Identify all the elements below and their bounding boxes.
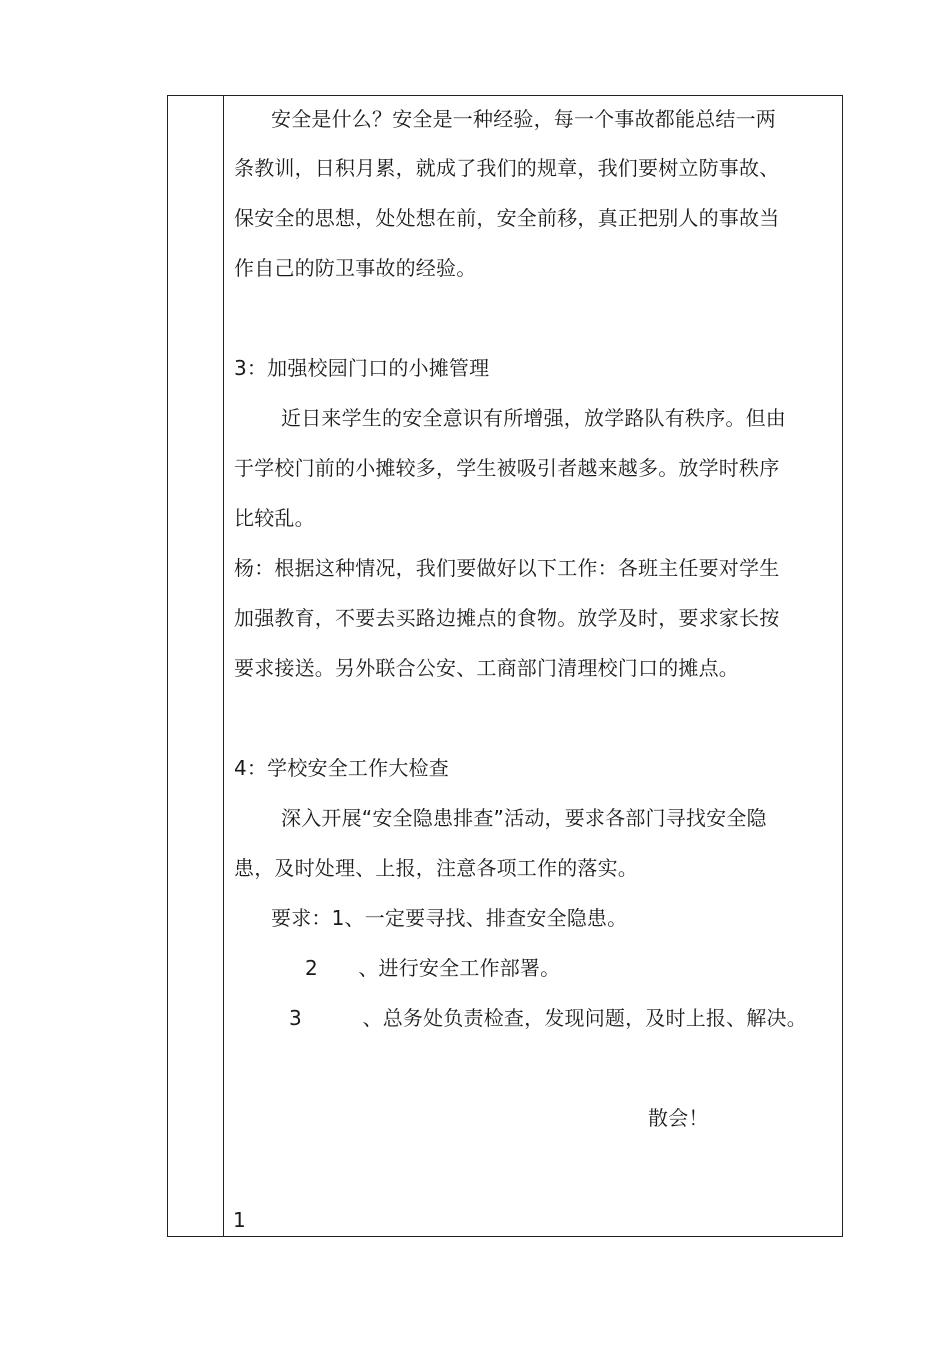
- paragraph-line: 安全是什么？安全是一种经验，每一个事故都能总结一两: [271, 107, 776, 131]
- requirement-line: 要求：1、一定要寻找、排查安全隐患。: [271, 906, 628, 930]
- paragraph-line: 作自己的防卫事故的经验。: [234, 256, 477, 280]
- requirement-line: 2 、进行安全工作部署。: [305, 956, 561, 980]
- paragraph-line: 杨：根据这种情况，我们要做好以下工作：各班主任要对学生: [234, 556, 780, 580]
- paragraph-line: 保安全的思想，处处想在前，安全前移，真正把别人的事故当: [234, 206, 780, 230]
- section-heading: 4：学校安全工作大检查: [234, 756, 449, 780]
- closing-remark: 散会！: [648, 1106, 709, 1130]
- paragraph-line: 比较乱。: [234, 506, 315, 530]
- paragraph-line: 深入开展“安全隐患排查”活动，要求各部门寻找安全隐: [281, 806, 767, 830]
- paragraph-line: 要求接送。另外联合公安、工商部门清理校门口的摊点。: [234, 656, 739, 680]
- page-number: 1: [233, 1208, 246, 1232]
- content-cell: [225, 96, 842, 1236]
- left-column-cell: [168, 96, 224, 1236]
- requirement-line: 3 、总务处负责检查，发现问题，及时上报、解决。: [289, 1006, 807, 1030]
- paragraph-line: 近日来学生的安全意识有所增强，放学路队有秩序。但由: [281, 406, 786, 430]
- paragraph-line: 于学校门前的小摊较多，学生被吸引者越来越多。放学时秩序: [234, 456, 780, 480]
- section-heading: 3：加强校园门口的小摊管理: [234, 356, 490, 380]
- paragraph-line: 条教训，日积月累，就成了我们的规章，我们要树立防事故、: [234, 156, 780, 180]
- paragraph-line: 患，及时处理、上报，注意各项工作的落实。: [234, 856, 638, 880]
- table-frame: [167, 95, 843, 1237]
- paragraph-line: 加强教育，不要去买路边摊点的食物。放学及时，要求家长按: [234, 606, 780, 630]
